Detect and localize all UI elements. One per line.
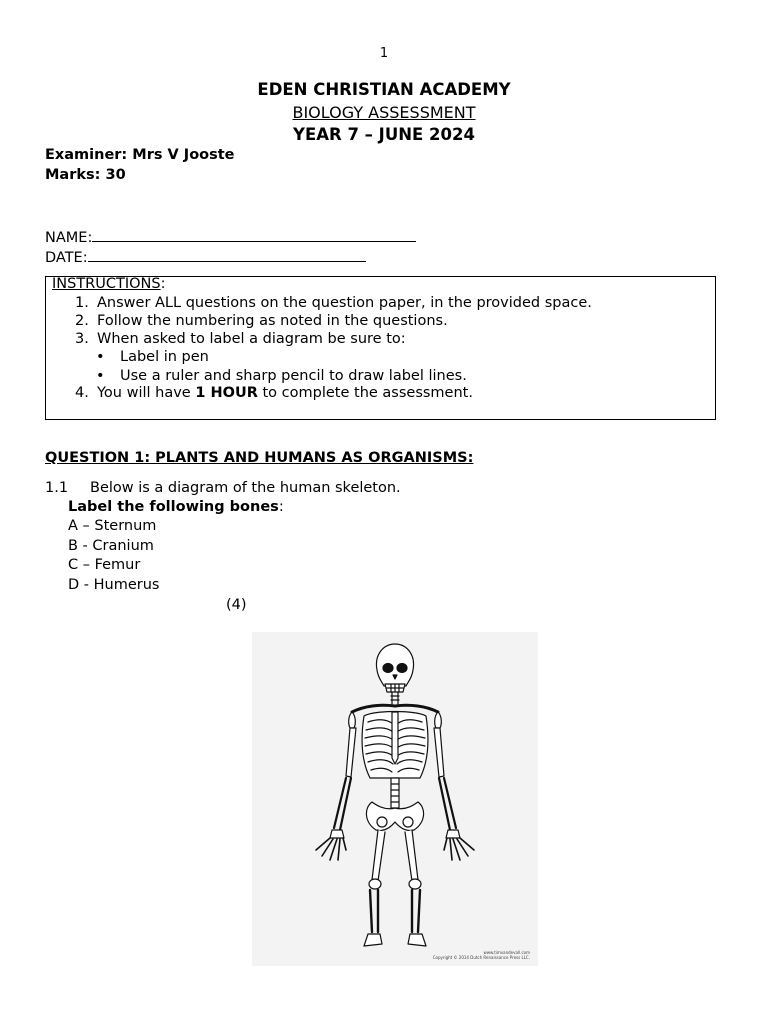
instruction-text: Follow the numbering as noted in the questions.: [97, 313, 448, 329]
instruction-item: [75, 385, 473, 401]
instruction-time-bold: 1 HOUR: [195, 385, 258, 401]
question1-heading: QUESTION 1: PLANTS AND HUMANS AS ORGANISMS:: [45, 450, 474, 466]
date-blank-line[interactable]: [88, 247, 366, 262]
date-label: DATE:: [45, 250, 88, 266]
figure-credit: [425, 950, 530, 960]
subject-title: [0, 103, 768, 122]
skeleton-illustration: [252, 632, 538, 966]
question-text: Below is a diagram of the human skeleton.: [90, 480, 401, 496]
bone-item: D - Humerus: [68, 577, 160, 593]
figure-site: www.timvandevall.com: [483, 950, 530, 955]
bullet-text: Label in pen: [120, 349, 209, 365]
instruction-text-post: to complete the assessment.: [257, 385, 473, 401]
instruction-number: 1.: [75, 295, 89, 311]
name-blank-line[interactable]: [92, 227, 416, 242]
instructions-title: [52, 276, 166, 292]
instruction-item: [75, 295, 592, 311]
page-number: 1: [379, 46, 389, 61]
instruction-bullet: [96, 349, 209, 365]
instructions-title-colon: :: [160, 276, 166, 292]
total-marks: Marks: 30: [45, 167, 126, 183]
label-instruction-colon: :: [278, 499, 284, 515]
school-name: EDEN CHRISTIAN ACADEMY: [257, 80, 511, 99]
bone-item: A – Sternum: [68, 518, 157, 534]
name-field[interactable]: [45, 227, 416, 246]
instruction-text-pre: You will have: [97, 385, 196, 401]
instructions-title-text: INSTRUCTIONS: [52, 276, 161, 292]
instruction-item: [75, 331, 406, 347]
name-label: NAME:: [45, 230, 93, 246]
instruction-number: 2.: [75, 313, 89, 329]
instruction-text: Answer ALL questions on the question paper, in the provided space.: [97, 295, 592, 311]
instruction-number: 4.: [75, 385, 89, 401]
instruction-bullet: [96, 368, 467, 384]
instruction-item: [75, 313, 448, 329]
subject-text: BIOLOGY ASSESSMENT: [292, 103, 476, 122]
instruction-text: When asked to label a diagram be sure to:: [97, 331, 406, 347]
question-marks: (4): [226, 597, 247, 613]
label-instruction-bold: Label the following bones: [68, 499, 279, 515]
instruction-number: 3.: [75, 331, 89, 347]
question-number: 1.1: [45, 480, 69, 496]
figure-copyright: Copyright © 2014 Dutch Renaissance Press LLC.: [432, 955, 530, 960]
bone-item: B - Cranium: [68, 538, 154, 554]
bullet-icon: •: [96, 349, 105, 365]
bone-item: C – Femur: [68, 557, 141, 573]
examiner: Examiner: Mrs V Jooste: [45, 147, 235, 163]
skeleton-diagram: [252, 632, 538, 966]
bullet-icon: •: [96, 368, 105, 384]
date-field[interactable]: [45, 247, 366, 266]
question-1-1: [45, 480, 401, 496]
label-instruction: [68, 499, 284, 515]
year-title: YEAR 7 – JUNE 2024: [293, 125, 475, 144]
bullet-text: Use a ruler and sharp pencil to draw label lines.: [120, 368, 467, 384]
